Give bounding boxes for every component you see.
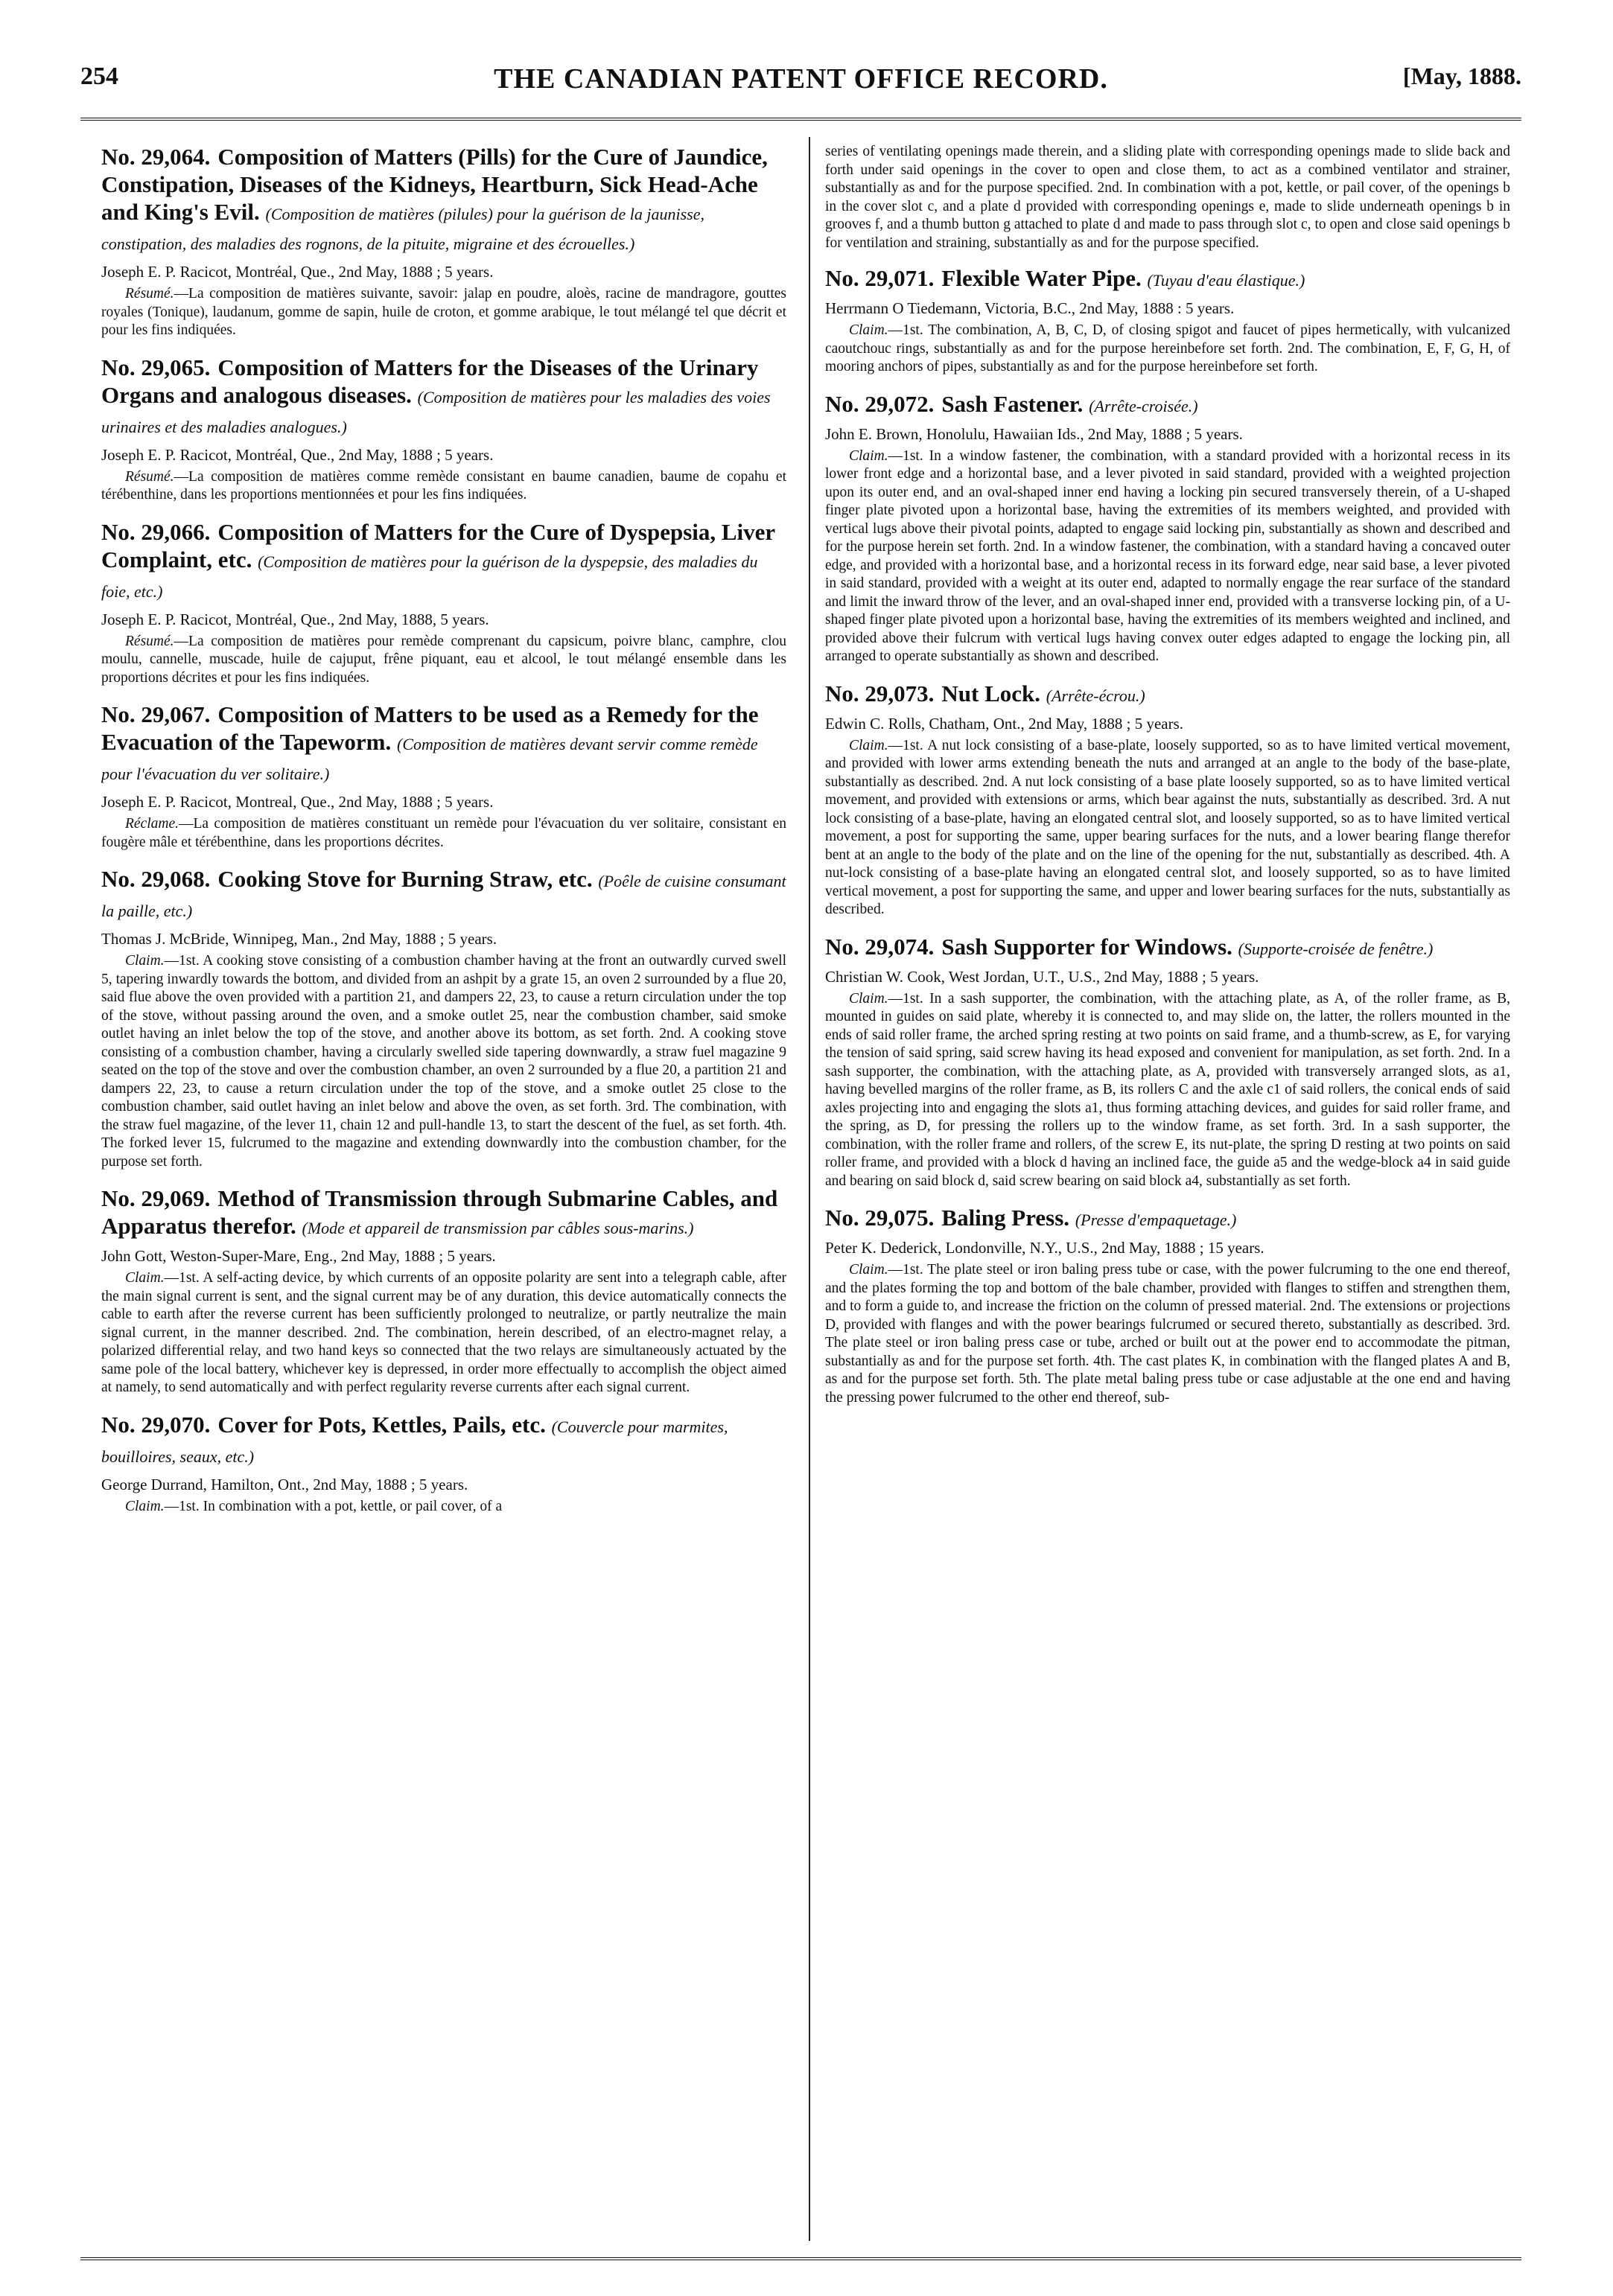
claim-text [101,468,786,505]
patent-number: No. 29,074. [825,933,935,960]
claim-text [825,1261,1510,1407]
patent-title: Composition of Matters (Pills) for the Cure of Jaundice, Constipation, Diseases of the Kidneys, Heartburn, Sick Head-Ache and King's Evil. [101,144,768,225]
patent-title: Cooking Stove for Burning Straw, etc. [217,866,593,892]
patent-heading [825,1204,1510,1234]
patent-heading [101,354,786,441]
french-title: (Composition de matières pour la guérison de la dyspepsie, des maladies du foie, etc.) [101,552,758,601]
patent-heading [825,390,1510,420]
patent-heading [101,701,786,788]
claim-body: —La composition de matières suivante, savoir: jalap en poudre, aloès, racine de mandragore, gouttes royales (Tonique), laudanum, gomme de sapin, huile de croton, et gomme arabique, le tout mélangé tel que décrit et pour les fins indiquées. [101,286,786,338]
claim-text [101,952,786,1171]
patentee-line: George Durrand, Hamilton, Ont., 2nd May, 1888 ; 5 years. [101,1475,468,1493]
french-title: (Poêle de cuisine consumant la paille, etc.) [101,872,786,920]
patent-entry [825,264,1510,377]
claim-lead: Claim. [125,953,165,969]
patent-entry [825,390,1510,666]
journal-title: THE CANADIAN PATENT OFFICE RECORD. [494,63,1108,95]
patent-heading [101,1411,786,1470]
claim-body: —1st. A cooking stove consisting of a combustion chamber having at the front an outwardly curved swell 5, tapering inwardly towards the bottom, and divided from an ashpit by a grate 15, an oven 2 surrounded by a flue 20, said flue above the oven provided with a partition 21, and dampers 22, 23, to cause a return circulation under the top of the stove, without passing around the oven, and a smoke outlet 25, near the combustion chamber, said smoke outlet having an inlet below the top of the stove, and another above its bottom, as set forth. 2nd. A cooking stove consisting of a combustion chamber, having a circularly swelled side tapering downwardly, a straw fuel magazine 9 seated on the top of the stove and over the combustion chamber, an oven 2 surrounded by a flue 20, a partition 21 and dampers 22, 23, to cause a return circulation under the top of the stove, and a smoke outlet 25 close to the combustion chamber, said outlet having an inlet below and above the oven, as set forth. 3rd. The combination, with the straw fuel magazine, of the lever 11, chain 12 and pull-handle 13, to start the descent of the fuel, as set forth. 4th. The forked lever 15, fulcrumed to the magazine and extending downwardly into the combustion chamber, for the purpose set forth. [101,953,786,1170]
french-title: (Composition de matières devant servir comme remède pour l'évacuation du ver solitaire.) [101,735,758,783]
patentee-line: Peter K. Dederick, Londonville, N.Y., U.S., 2nd May, 1888 ; 15 years. [825,1239,1264,1257]
issue-date: [May, 1888. [1402,63,1521,89]
patent-heading [101,865,786,925]
patent-number: No. 29,068. [101,866,211,892]
claim-lead: Claim. [849,1262,888,1278]
claim-body: —1st. A nut lock consisting of a base-plate, loosely supported, so as to have limited vertical movement, and provided with lower arms extending beneath the nuts and arranged at an angle to the body of the base-plate, substantially as described. 2nd. A nut lock consisting of a base plate loosely supported, so as to have limited vertical movement, and provided with extensions or arms, which bear against the nuts, substantially as described. 3rd. A nut lock consisting of a base-plate, having an elongated central slot, and loosely supported, so as to have limited vertical movement, a post for supporting the same, upper bearing surfaces for the nuts, and a lower bearing flange therefor bent at an angle to the body of the plate and on the line of the opening for the nut, substantially as described. 4th. A nut-lock consisting of a base-plate having an elongated central slot, and loosely supported, so as to have limited vertical movement, a post for supporting the same, and upper and lower bearing surfaces for the nuts, substantially as described. [825,737,1510,917]
patent-heading [825,933,1510,963]
patentee-line: Joseph E. P. Racicot, Montréal, Que., 2nd May, 1888 ; 5 years. [101,263,494,281]
patent-title: Baling Press. [941,1205,1070,1231]
patent-number: No. 29,067. [101,701,211,727]
claim-body: —1st. The plate steel or iron baling press tube or case, with the power fulcruming to the one end thereof, and the plates forming the top and bottom of the bale chamber, provided with flanges to stiffen and strengthen them, and to form a guide to, and increase the friction on the column of pressed material. 2nd. The extensions or projections D, provided with flanges and with the power bearings fulcrumed or secured thereto, substantially as described. 3rd. The plate steel or iron baling press case or tube, arched or built out at the power end to accommodate the pitman, substantially as and for the purpose set forth. 4th. The cast plates K, in combination with the flanged plates A and B, as and for the purpose set forth. 5th. The plate metal baling press tube or case adjustable at the one end and having the pressing power fulcrumed to the other end thereof, sub- [825,1262,1510,1406]
claim-lead: Claim. [849,737,888,753]
patent-title: Composition of Matters to be used as a Remedy for the Evacuation of the Tapeworm. [101,701,759,755]
patent-entry [101,1184,786,1397]
patent-title: Composition of Matters for the Diseases of the Urinary Organs and analogous diseases. [101,354,759,408]
patentee-line: Edwin C. Rolls, Chatham, Ont., 2nd May, 1888 ; 5 years. [825,714,1184,733]
patent-title: Nut Lock. [941,680,1041,707]
claim-lead: Résumé. [125,633,174,649]
french-title: (Composition de matières (pilules) pour la guérison de la jaunisse, constipation, des maladies des rognons, de la pituite, migraine et des écrouelles.) [101,205,705,253]
patent-number: No. 29,075. [825,1205,935,1231]
claim-text [101,633,786,688]
claim-text [101,1498,786,1517]
patent-heading [101,518,786,605]
french-title: (Arrête-croisée.) [1089,396,1198,415]
claim-body: —La composition de matières constituant un remède pour l'évacuation du ver solitaire, consistant en fougère mâle et térébenthine, dans les proportions décrites. [101,816,786,850]
patent-number: No. 29,065. [101,354,211,380]
claim-body: —1st. The combination, A, B, C, D, of closing spigot and faucet of pipes hermetically, with vulcanized caoutchouc rings, substantially as and for the purpose hereinbefore set forth. 2nd. The combination, E, F, G, H, of mooring anchors of pipes, substantially as and for the purpose hereinbefore set forth. [825,322,1510,374]
patent-number: No. 29,071. [825,265,935,291]
right-column [825,143,1510,2235]
french-title: (Couvercle pour marmites, bouilloires, seaux, etc.) [101,1417,728,1466]
claim-text [101,285,786,340]
page-number: 254 [80,63,118,90]
patentee-line: Herrmann O Tiedemann, Victoria, B.C., 2nd May, 1888 : 5 years. [825,299,1235,317]
claim-lead: Claim. [849,447,888,464]
patent-heading [825,264,1510,294]
patentee-line: Thomas J. McBride, Winnipeg, Man., 2nd May, 1888 ; 5 years. [101,930,497,948]
claim-lead: Réclame. [125,816,179,832]
claim-lead: Claim. [849,322,888,338]
running-header [80,63,1521,104]
claim-text [101,1269,786,1397]
patent-entry [101,701,786,852]
patent-number: No. 29,073. [825,680,935,707]
patent-entry [101,1411,786,1517]
french-title: (Mode et appareil de transmission par câbles sous-marins.) [302,1219,694,1237]
claim-text [825,990,1510,1191]
patent-entry [825,680,1510,919]
patentee-line: Joseph E. P. Racicot, Montréal, Que., 2nd May, 1888, 5 years. [101,610,489,628]
claim-lead: Claim. [849,990,888,1007]
patent-title: Sash Supporter for Windows. [941,933,1232,960]
french-title: (Presse d'empaquetage.) [1075,1211,1237,1229]
patentee-line: Christian W. Cook, West Jordan, U.T., U.S., 2nd May, 1888 ; 5 years. [825,967,1259,986]
claim-lead: Résumé. [125,286,174,302]
claim-body: —1st. In a window fastener, the combination, with a standard provided with a horizontal recess in its lower front edge and a horizontal base, and a lever pivoted in said standard, provided with a weighted projection upon its outer end, and an oval-shaped inner end having a locking pin secured transversely therein, of a U-shaped finger plate pivoted upon a horizontal base, having the extremities of its members weighted, and provided with vertical lugs above their pivotal points, adapted to engage said locking pin, substantially as shown and described and for the purpose herein set forth. 2nd. In a window fastener, the combination, with a standard having a concaved outer edge, and provided with a horizontal base, and a horizontal recess in its forward edge, near said base, a lever pivoted in said standard, provided with a weight at its outer end, adapted to normally engage the rear surface of the standard and limit the inward throw of the lever, and an oval-shaped inner end, provided with a transverse locking pin, of a U-shaped finger plate pivoted upon a horizontal base, having the extremities of its members weighted and inclined, and provided above their fulcrum with vertical lugs having convex outer edges adapted to engage the locking pin, all arranged to operate substantially as shown and described. [825,447,1510,664]
patent-title: Composition of Matters for the Cure of Dyspepsia, Liver Complaint, etc. [101,518,775,573]
page-frame [80,118,1521,2260]
french-title: (Tuyau d'eau élastique.) [1147,271,1305,290]
claim-body: —1st. In combination with a pot, kettle, or pail cover, of a [164,1498,503,1514]
french-title: (Supporte-croisée de fenêtre.) [1238,939,1434,958]
claim-text [825,322,1510,377]
column-divider [809,137,810,2241]
left-column [101,143,786,2235]
patentee-line: John E. Brown, Honolulu, Hawaiian Ids., 2nd May, 1888 ; 5 years. [825,424,1243,443]
claim-lead: Claim. [125,1498,165,1514]
continued-claim-text: series of ventilating openings made therein, and a sliding plate with corresponding openings made to slide back and forth under said openings in the cover to open and close them, to act as a combined ventilator and strainer, substantially as and for the purpose specified. 2nd. In combination with a pot, kettle, or pail cover, of the openings b in the cover slot c, and a plate d provided with corresponding openings e, made to slide underneath openings b in grooves f, and a thumb button g attached to plate d and made to pass through slot c, to open and close said openings b for ventilation and straining, substantially as and for the purpose specified. [825,144,1510,251]
patent-entry [101,865,786,1171]
patent-number: No. 29,070. [101,1411,211,1438]
claim-text [825,447,1510,666]
patent-heading [825,680,1510,709]
patent-entry [101,143,786,340]
claim-body: —La composition de matières comme remède consistant en baume canadien, baume de copahu et térébenthine, dans les proportions mentionnées et pour les fins indiquées. [101,468,786,503]
claim-text [825,737,1510,919]
french-title: (Composition de matières pour les maladies des voies urinaires et des maladies analogues.) [101,387,771,436]
patent-number: No. 29,066. [101,518,211,545]
claim-body: —La composition de matières pour remède comprenant du capsicum, poivre blanc, camphre, clou moulu, cannelle, muscade, huile de cajuput, frêne piquant, eau et alcool, le tout mélangé ensemble dans les proportions décrites et pour les fins indiquées. [101,633,786,686]
patent-heading [101,1184,786,1242]
patent-number: No. 29,064. [101,144,211,170]
patent-title: Flexible Water Pipe. [941,265,1142,291]
patent-entry [101,354,786,505]
patent-title: Method of Transmission through Submarine Cables, and Apparatus therefor. [101,1185,778,1239]
patent-entry [101,518,786,688]
patent-title: Sash Fastener. [941,390,1084,417]
patent-number: No. 29,069. [101,1185,211,1211]
patent-number: No. 29,072. [825,390,935,417]
patent-entry [825,1204,1510,1407]
claim-lead: Claim. [125,1270,165,1286]
claim-body: —1st. A self-acting device, by which currents of an opposite polarity are sent into a telegraph cable, after the main signal current is sent, and the signal current may be of any duration, this device automatically connects the cable to earth after the reverse current has been sufficiently prolonged to neutralize, or partly neutralize the main signal current, in the manner described. 2nd. The combination, herein described, of an electro-magnet relay, a polarized differential relay, and two hand keys so connected that the two relays are simultaneously actuated by the same pole of the local battery, whichever key is depressed, in order more effectually to accomplish the object aimed at namely, to send automatically and with perfect regularity reverse currents after each signal current. [101,1270,786,1395]
patentee-line: Joseph E. P. Racicot, Montreal, Que., 2nd May, 1888 ; 5 years. [101,793,494,811]
patentee-line: Joseph E. P. Racicot, Montréal, Que., 2nd May, 1888 ; 5 years. [101,445,494,464]
claim-text [101,815,786,852]
patent-title: Cover for Pots, Kettles, Pails, etc. [217,1411,546,1438]
claim-body: —1st. In a sash supporter, the combination, with the attaching plate, as A, of the roller frame, as B, mounted in guides on said plate, whereby it is connected to, and may slide on, the latter, the rollers mounted in the ends of said roller frame, the arched spring resting at two points on said frame, and a thumb-screw, as E, for varying the tension of said spring, said screw having its head exposed and convenient for manipulation, as set forth. 2nd. In a sash supporter, the combination, with the attaching plate, as A, provided with transversely arranged slots, as a1, having bevelled margins of the roller frame, as B, its rollers C and the axle c1 of said rollers, the conical ends of said axles projecting into and engaging the slots a1, thus forming attaching devices, and guides for said roller frame, and the spring, as D, for pressing the rollers up to the window frame, as set forth. 3rd. In a sash supporter, the combination, with the roller frame and rollers, of the screw E, its nut-plate, the spring D resting at two points on said roller frame, and provided with a block d having an inclined face, the guide a5 and the wedge-block a4 in said guide and bearing on said block d, said screw bearing on said block a4, substantially as set forth. [825,990,1510,1189]
french-title: (Arrête-écrou.) [1046,686,1145,705]
claim-lead: Résumé. [125,468,174,485]
patent-heading [101,143,786,258]
patentee-line: John Gott, Weston-Super-Mare, Eng., 2nd May, 1888 ; 5 years. [101,1247,496,1265]
patent-entry [825,933,1510,1191]
